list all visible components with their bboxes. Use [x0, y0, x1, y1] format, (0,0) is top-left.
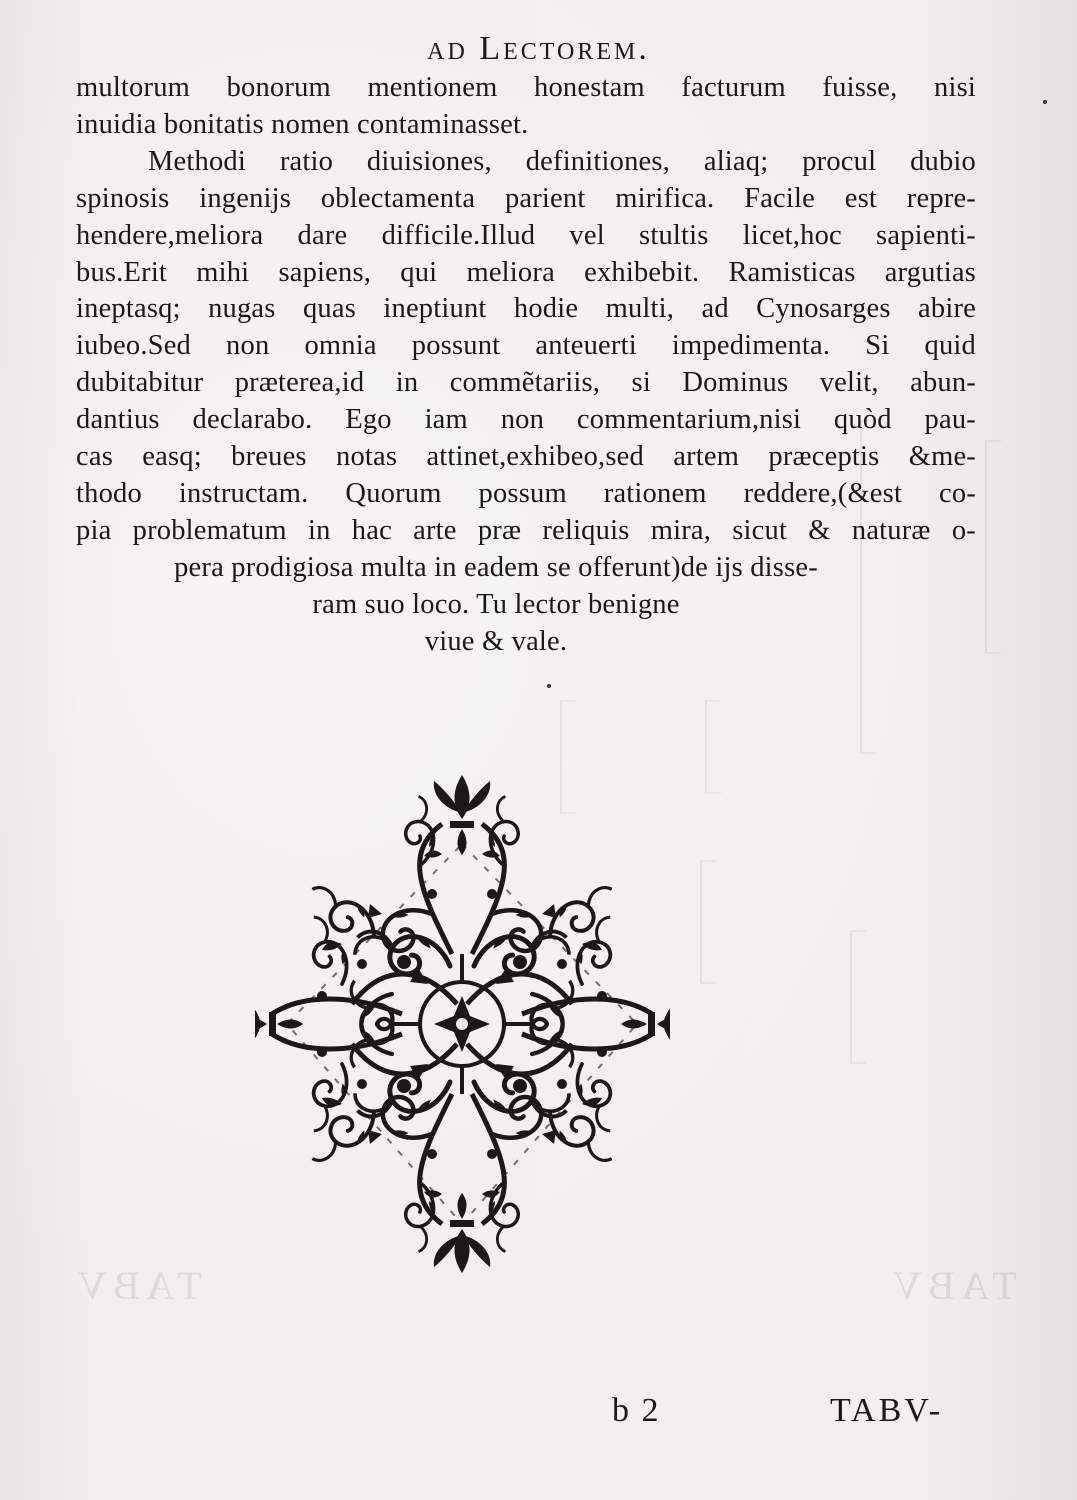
catchword: TABV- — [830, 1392, 944, 1429]
show-through-bracket — [700, 860, 716, 984]
ink-speck — [547, 684, 551, 688]
main-text — [76, 70, 976, 661]
text-line: dubitabitur præterea,id in commẽtariis, si Dominus velit, abun- — [76, 367, 976, 399]
text-line: spinosis ingenijs oblectamenta parient mirifica. Facile est repre- — [76, 182, 976, 214]
text-line: dantius declarabo. Ego iam non commentarium,nisi quòd pau- — [76, 404, 976, 436]
show-through-bracket — [850, 930, 866, 1064]
text-line: iubeo.Sed non omnia possunt anteuerti impedimenta. Si quid — [76, 330, 976, 362]
closing-line: viue & vale. — [424, 625, 568, 657]
show-through-bracket — [705, 700, 721, 794]
signature-mark: b 2 — [612, 1392, 661, 1429]
text-line: pia problematum in hac arte præ reliquis mira, sicut & naturæ o- — [76, 514, 976, 546]
running-head: ad Lectorem. — [427, 30, 650, 67]
text-line: cas easq; breues notas attinet,exhibeo,sed artem præceptis &me- — [76, 441, 976, 473]
text-line: multorum bonorum mentionem honestam facturum fuisse, nisi — [76, 72, 976, 103]
diamond-fleuron-ornament-icon — [255, 762, 670, 1282]
text-line: bus.Erit mihi sapiens, qui meliora exhibebit. Ramisticas argutias — [76, 256, 976, 288]
show-through-ghost: TABV — [72, 1263, 202, 1308]
closing-line: pera prodigiosa multa in eadem se offerunt)de ijs disse- — [174, 551, 818, 583]
closing-line: ram suo loco. Tu lector benigne — [312, 588, 680, 620]
show-through-ghost: TABV — [887, 1263, 1017, 1308]
text-line: hendere,meliora dare difficile.Illud vel stultis licet,hoc sapienti- — [76, 219, 976, 251]
text-line: Methodi ratio diuisiones, definitiones, aliaq; procul dubio — [148, 145, 976, 177]
show-through-bracket — [985, 440, 1001, 654]
text-line: inuidia bonitatis nomen contaminasset. — [76, 108, 529, 140]
text-line: ineptasq; nugas quas ineptiunt hodie multi, ad Cynosarges abire — [76, 293, 976, 325]
ink-speck — [1043, 100, 1047, 104]
text-line: thodo instructam. Quorum possum rationem reddere,(&est co- — [76, 477, 976, 509]
